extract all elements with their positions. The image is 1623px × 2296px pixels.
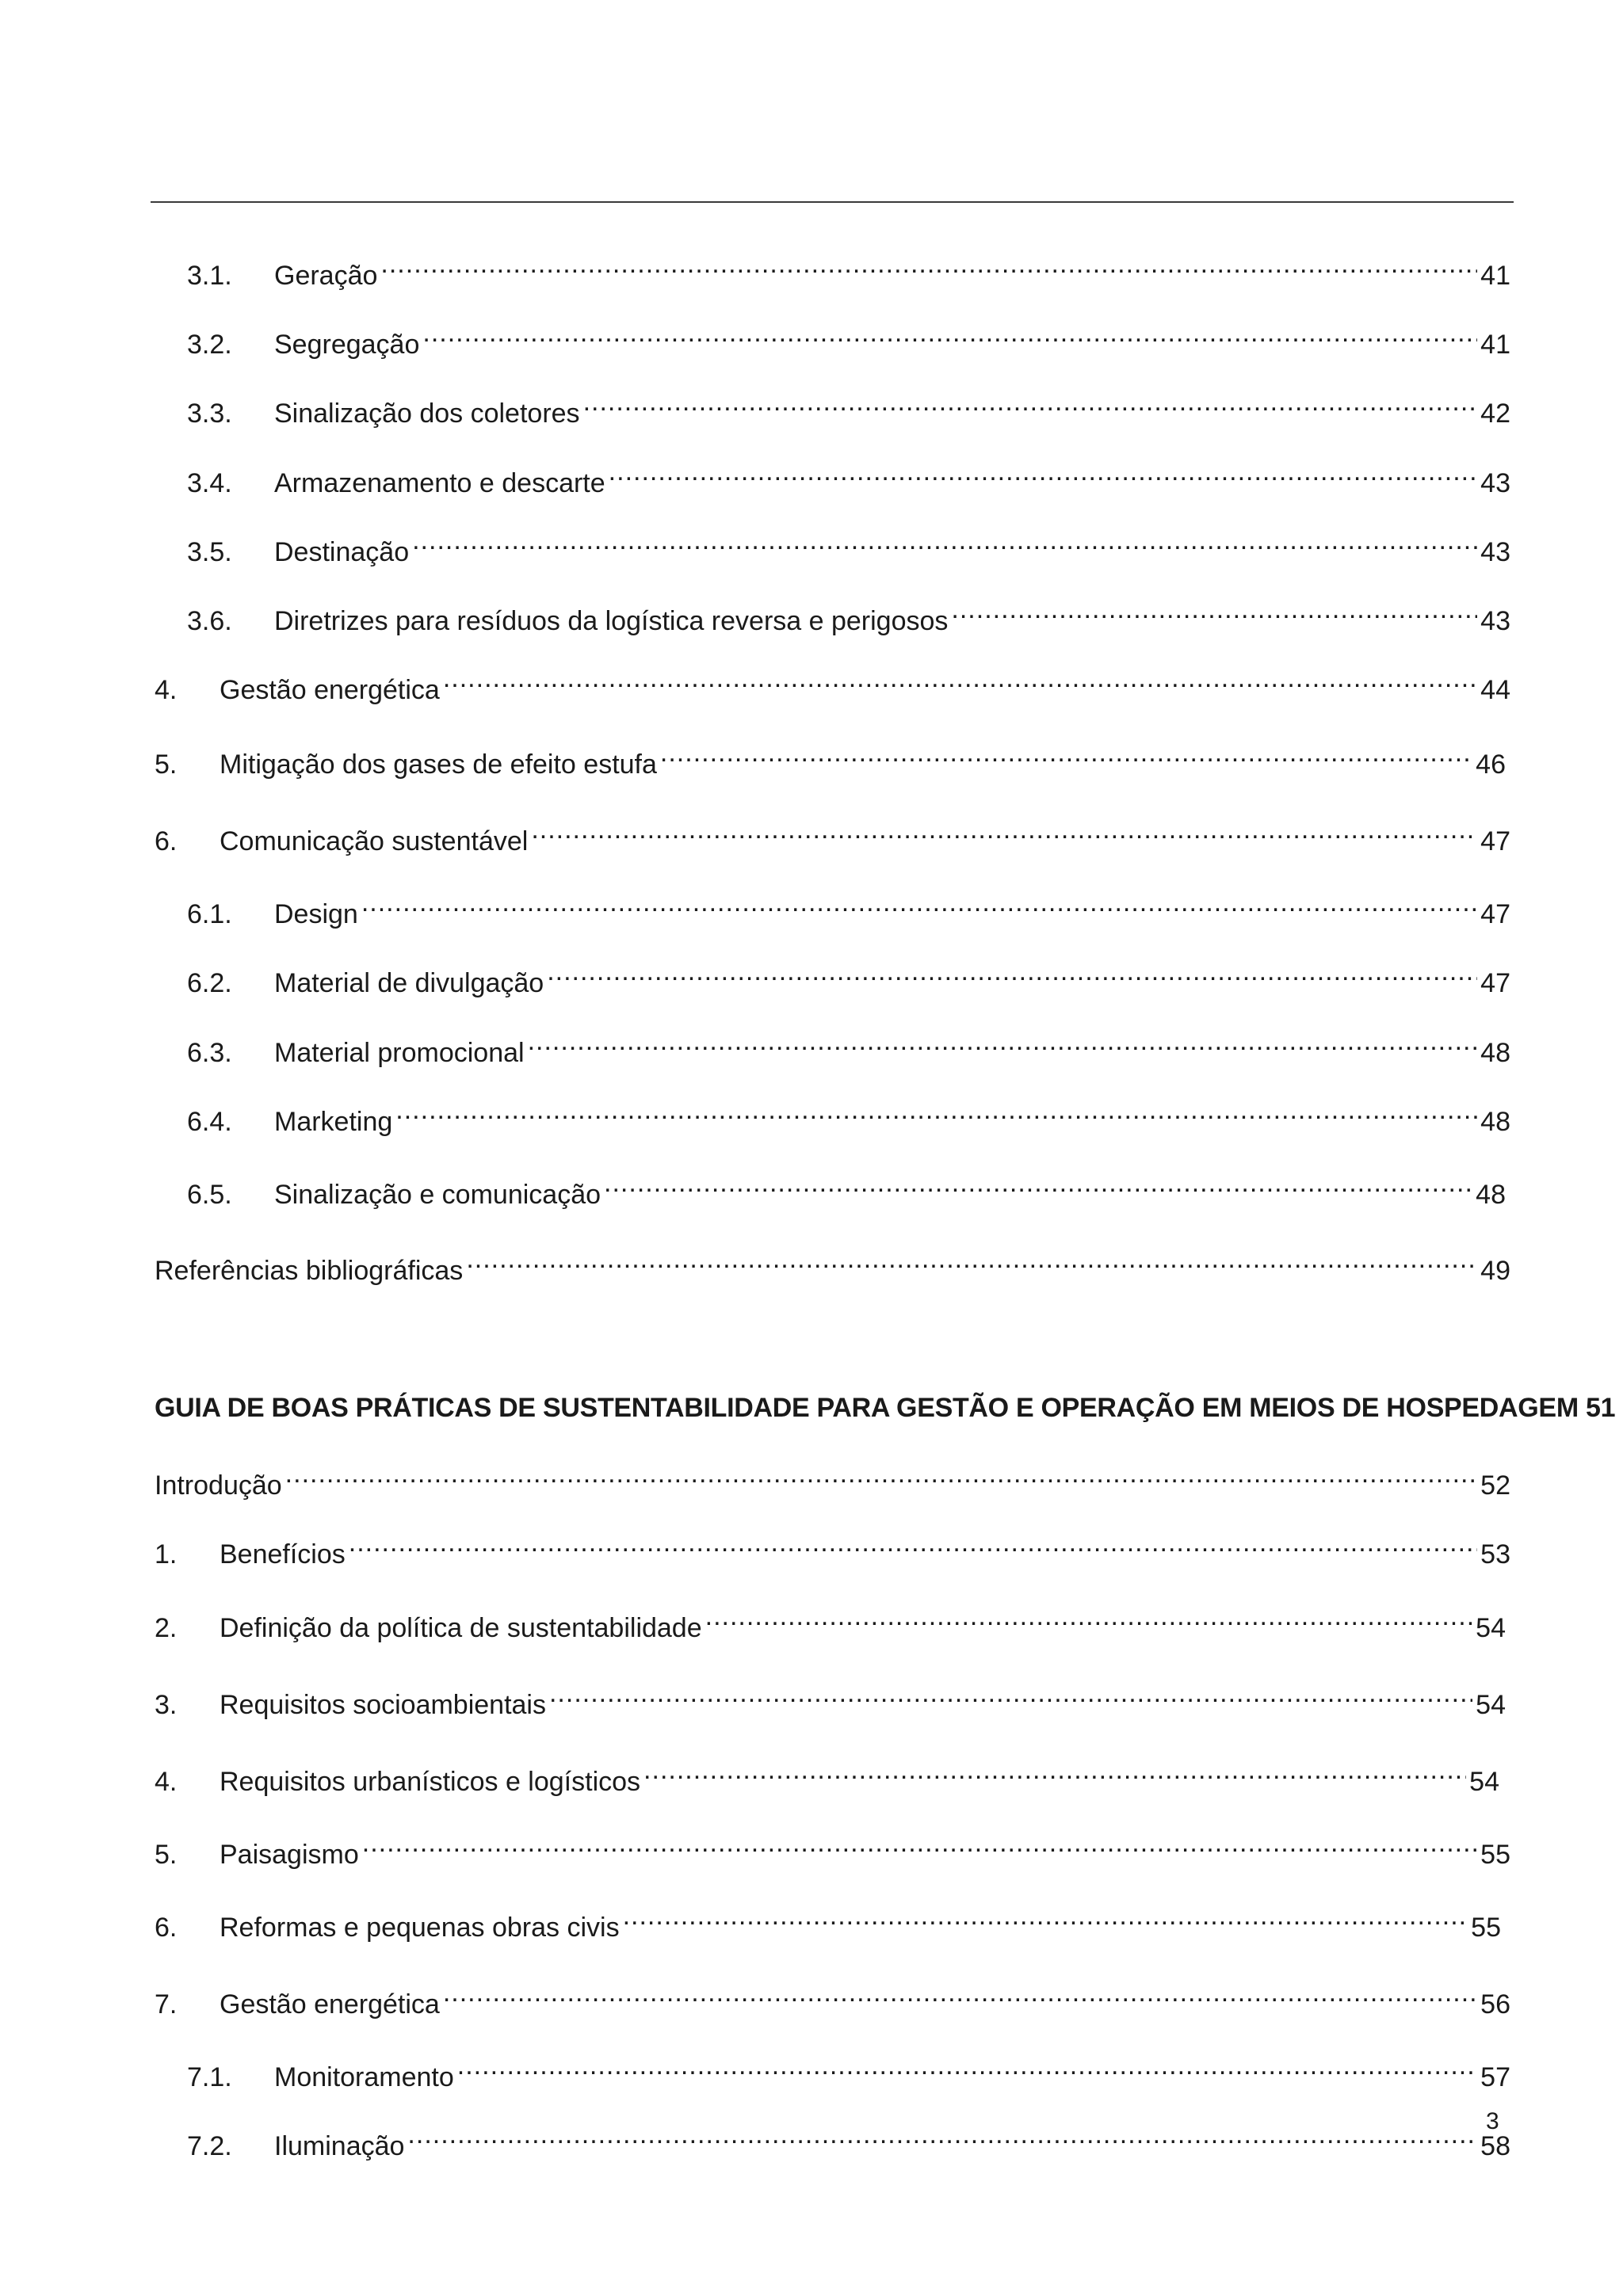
toc-entry-page: 55 bbox=[1471, 1913, 1501, 1943]
header-rule bbox=[151, 201, 1514, 203]
toc-entry[interactable] bbox=[187, 2120, 1510, 2161]
toc-entry[interactable] bbox=[155, 1679, 1506, 1720]
toc-entry[interactable] bbox=[155, 1245, 1510, 1286]
toc-entry-title: Requisitos urbanísticos e logísticos bbox=[220, 1767, 641, 1797]
toc-dot-leader bbox=[412, 526, 1477, 561]
toc-entry[interactable] bbox=[187, 250, 1510, 291]
toc-dot-leader bbox=[443, 664, 1477, 699]
toc-entry-page: 41 bbox=[1480, 261, 1510, 291]
toc-entry-number: 6.1. bbox=[187, 899, 232, 929]
toc-entry-page: 54 bbox=[1469, 1767, 1499, 1797]
toc-entry-title: Material promocional bbox=[274, 1038, 525, 1068]
toc-entry-page: 53 bbox=[1480, 1539, 1510, 1569]
toc-entry-title: Gestão energética bbox=[220, 1989, 440, 2019]
toc-entry-number: 1. bbox=[155, 1539, 178, 1569]
toc-entry-title: Sinalização dos coletores bbox=[274, 399, 580, 429]
toc-dot-leader bbox=[443, 1978, 1477, 2013]
toc-entry[interactable] bbox=[155, 1756, 1499, 1797]
toc-entry-page: 56 bbox=[1480, 1989, 1510, 2019]
toc-entry-number: 2. bbox=[155, 1613, 178, 1643]
toc-entry[interactable] bbox=[155, 1602, 1506, 1643]
toc-entry[interactable] bbox=[187, 526, 1510, 567]
toc-entry[interactable] bbox=[155, 1459, 1510, 1501]
toc-entry-number: 7.1. bbox=[187, 2062, 232, 2092]
toc-entry-number: 4. bbox=[155, 1767, 178, 1797]
toc-dot-leader bbox=[604, 1169, 1472, 1203]
toc-entry-title: Iluminação bbox=[274, 2131, 405, 2161]
toc-entry-title: Gestão energética bbox=[220, 675, 440, 705]
toc-entry-number: 6. bbox=[155, 1913, 178, 1943]
toc-entry-title: Definição da política de sustentabilidade bbox=[220, 1613, 702, 1643]
toc-entry[interactable] bbox=[155, 1528, 1510, 1569]
toc-entry-number: 6. bbox=[155, 826, 178, 856]
toc-entry-page: 55 bbox=[1480, 1840, 1510, 1870]
toc-entry-number: 7. bbox=[155, 1989, 178, 2019]
toc-dot-leader bbox=[466, 1245, 1477, 1280]
toc-entry[interactable] bbox=[187, 457, 1510, 498]
toc-entry-number: 3. bbox=[155, 1690, 178, 1720]
toc-entry-page: 47 bbox=[1480, 899, 1510, 929]
toc-entry[interactable] bbox=[155, 1978, 1510, 2019]
toc-entry-number: 6.5. bbox=[187, 1180, 232, 1210]
toc-entry-page: 48 bbox=[1476, 1180, 1506, 1210]
toc-dot-leader bbox=[643, 1756, 1466, 1791]
toc-entry[interactable] bbox=[187, 1096, 1510, 1137]
toc-entry-title: Requisitos socioambientais bbox=[220, 1690, 546, 1720]
toc-dot-leader bbox=[395, 1096, 1477, 1131]
toc-entry-title: Armazenamento e descarte bbox=[274, 468, 605, 498]
toc-entry-page: 43 bbox=[1480, 606, 1510, 636]
page-number: 3 bbox=[1486, 2108, 1499, 2134]
toc-entry-page: 57 bbox=[1480, 2062, 1510, 2092]
toc-entry-number: 4. bbox=[155, 675, 178, 705]
toc-dot-leader bbox=[705, 1602, 1473, 1637]
toc-entry[interactable] bbox=[187, 957, 1510, 998]
toc-entry-title: Geração bbox=[274, 261, 378, 291]
toc-dot-leader bbox=[285, 1459, 1478, 1494]
toc-entry-page: 47 bbox=[1480, 968, 1510, 998]
toc-entry-page: 48 bbox=[1480, 1038, 1510, 1068]
toc-dot-leader bbox=[380, 250, 1477, 284]
toc-entry-number: 6.3. bbox=[187, 1038, 232, 1068]
toc-entry-number: 6.2. bbox=[187, 968, 232, 998]
toc-dot-leader bbox=[422, 318, 1477, 353]
toc-entry-title: Segregação bbox=[274, 330, 420, 360]
toc-dot-leader bbox=[951, 595, 1477, 630]
toc-entry-number: 6.4. bbox=[187, 1107, 232, 1137]
toc-entry-title: Diretrizes para resíduos da logística reversa e perigosos bbox=[274, 606, 949, 636]
toc-entry-title: Reformas e pequenas obras civis bbox=[220, 1913, 620, 1943]
toc-entry-page: 54 bbox=[1476, 1690, 1506, 1720]
toc-entry-page: 48 bbox=[1480, 1107, 1510, 1137]
toc-dot-leader bbox=[609, 457, 1478, 492]
toc-entry-page: 41 bbox=[1480, 330, 1510, 360]
toc-entry[interactable] bbox=[155, 1829, 1510, 1870]
toc-entry[interactable] bbox=[187, 595, 1510, 636]
toc-dot-leader bbox=[362, 1829, 1477, 1863]
toc-entry-title: Material de divulgação bbox=[274, 968, 544, 998]
toc-entry-number: 3.5. bbox=[187, 537, 232, 567]
toc-entry-page: 52 bbox=[1480, 1470, 1510, 1501]
toc-dot-leader bbox=[547, 957, 1477, 992]
toc-entry-number: 5. bbox=[155, 749, 178, 780]
toc-entry[interactable] bbox=[187, 2051, 1510, 2092]
toc-entry[interactable] bbox=[155, 815, 1510, 856]
toc-entry[interactable] bbox=[187, 1169, 1506, 1210]
toc-dot-leader bbox=[407, 2120, 1477, 2155]
toc-entry-title: Design bbox=[274, 899, 358, 929]
toc-dot-leader bbox=[660, 738, 1472, 773]
toc-dot-leader bbox=[531, 815, 1477, 850]
toc-entry-title: Introdução bbox=[155, 1470, 282, 1501]
toc-entry[interactable] bbox=[155, 738, 1506, 780]
toc-entry-page: 54 bbox=[1476, 1613, 1506, 1643]
toc-entry[interactable] bbox=[155, 1901, 1501, 1943]
guide-heading[interactable]: GUIA DE BOAS PRÁTICAS DE SUSTENTABILIDADE PARA GESTÃO E OPERAÇÃO EM MEIOS DE HOSPEDAGEM 51 bbox=[155, 1393, 1616, 1423]
toc-entry[interactable] bbox=[187, 318, 1510, 360]
toc-entry-page: 44 bbox=[1480, 675, 1510, 705]
toc-entry[interactable] bbox=[187, 387, 1510, 429]
toc-entry-page: 47 bbox=[1480, 826, 1510, 856]
toc-entry-title: Marketing bbox=[274, 1107, 393, 1137]
toc-entry-number: 3.2. bbox=[187, 330, 232, 360]
toc-dot-leader bbox=[457, 2051, 1477, 2086]
toc-entry-title: Monitoramento bbox=[274, 2062, 454, 2092]
toc-entry-number: 7.2. bbox=[187, 2131, 232, 2161]
toc-entry-title: Referências bibliográficas bbox=[155, 1256, 464, 1286]
toc-entry-number: 5. bbox=[155, 1840, 178, 1870]
toc-entry-page: 58 bbox=[1480, 2131, 1510, 2161]
toc-entry-title: Sinalização e comunicação bbox=[274, 1180, 601, 1210]
toc-dot-leader bbox=[528, 1027, 1478, 1062]
toc-entry-title: Mitigação dos gases de efeito estufa bbox=[220, 749, 657, 780]
toc-entry-title: Destinação bbox=[274, 537, 410, 567]
toc-entry[interactable] bbox=[187, 888, 1510, 929]
toc-entry-number: 3.4. bbox=[187, 468, 232, 498]
toc-entry-title: Benefícios bbox=[220, 1539, 346, 1569]
toc-entry-page: 42 bbox=[1480, 399, 1510, 429]
toc-entry-number: 3.6. bbox=[187, 606, 232, 636]
toc-entry-page: 49 bbox=[1480, 1256, 1510, 1286]
toc-dot-leader bbox=[549, 1679, 1472, 1714]
toc-dot-leader bbox=[583, 387, 1478, 422]
toc-entry-number: 3.1. bbox=[187, 261, 232, 291]
toc-entry-title: Paisagismo bbox=[220, 1840, 359, 1870]
toc-entry-title: Comunicação sustentável bbox=[220, 826, 529, 856]
toc-entry[interactable] bbox=[155, 664, 1510, 705]
toc-entry-number: 3.3. bbox=[187, 399, 232, 429]
toc-dot-leader bbox=[349, 1528, 1477, 1563]
toc-entry-page: 46 bbox=[1476, 749, 1506, 780]
toc-dot-leader bbox=[623, 1901, 1468, 1936]
toc-dot-leader bbox=[361, 888, 1477, 923]
toc-entry[interactable] bbox=[187, 1027, 1510, 1068]
toc-entry-page: 43 bbox=[1480, 537, 1510, 567]
toc-entry-page: 43 bbox=[1480, 468, 1510, 498]
